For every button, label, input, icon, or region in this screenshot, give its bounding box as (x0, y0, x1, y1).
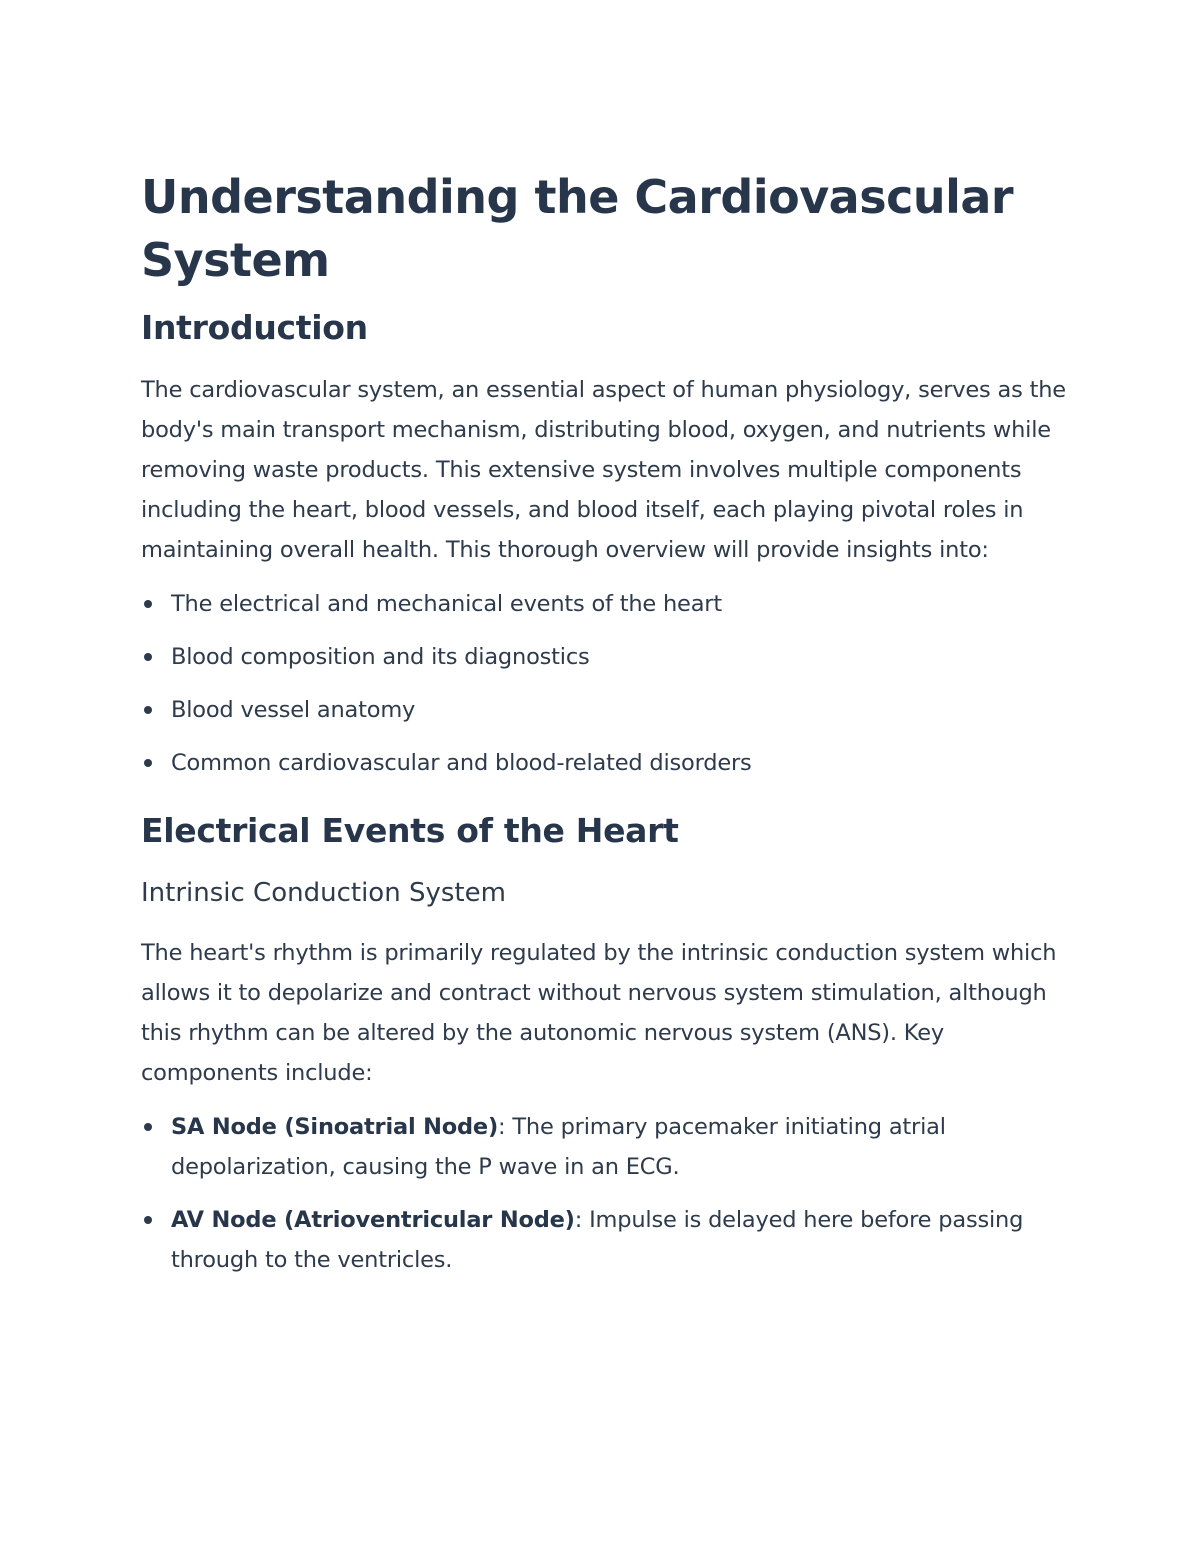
list-item-term: SA Node (Sinoatrial Node) (171, 1114, 499, 1140)
introduction-paragraph: The cardiovascular system, an essential aspect of human physiology, serves as the body's main transport mechanism, distributing blood, oxygen, and nutrients while removing waste products. This extensive system involves multiple components including the heart, blood vessels, and blood itself, each playing pivotal roles in maintaining overall health. This thorough overview will provide insights into: (141, 377, 1066, 563)
introduction-list (141, 584, 1071, 783)
list-item (141, 743, 1071, 783)
bullet-icon (144, 706, 152, 714)
electrical-events-heading: Electrical Events of the Heart (141, 811, 679, 850)
bullet-icon (144, 759, 152, 767)
introduction-heading: Introduction (141, 308, 368, 347)
page-title: Understanding the Cardiovascular System (141, 170, 1014, 287)
list-item-text: Common cardiovascular and blood-related disorders (171, 750, 752, 776)
bullet-icon (144, 653, 152, 661)
intrinsic-conduction-heading: Intrinsic Conduction System (141, 878, 506, 908)
bullet-icon (144, 1123, 152, 1131)
conduction-components-list (141, 1107, 1071, 1280)
list-item (141, 1107, 1071, 1187)
bullet-icon (144, 1216, 152, 1224)
list-item (141, 690, 1071, 730)
intrinsic-conduction-paragraph: The heart's rhythm is primarily regulated by the intrinsic conduction system which allows it to depolarize and contract without nervous system stimulation, although this rhythm can be altered by the autonomic nervous system (ANS). Key components include: (141, 940, 1057, 1086)
list-item-text: Blood vessel anatomy (171, 697, 416, 723)
list-item (141, 1200, 1071, 1280)
list-item (141, 637, 1071, 677)
list-item (141, 584, 1071, 624)
list-item-text: Blood composition and its diagnostics (171, 644, 590, 670)
list-item-term: AV Node (Atrioventricular Node) (171, 1207, 575, 1233)
bullet-icon (144, 600, 152, 608)
list-item-description: : Impulse is delayed here before passing through to the ventricles. (171, 1207, 1024, 1273)
list-item-description: : The primary pacemaker initiating atrial depolarization, causing the P wave in an ECG. (171, 1114, 946, 1180)
document-page (141, 166, 1071, 1280)
list-item-text: The electrical and mechanical events of the heart (171, 591, 722, 617)
